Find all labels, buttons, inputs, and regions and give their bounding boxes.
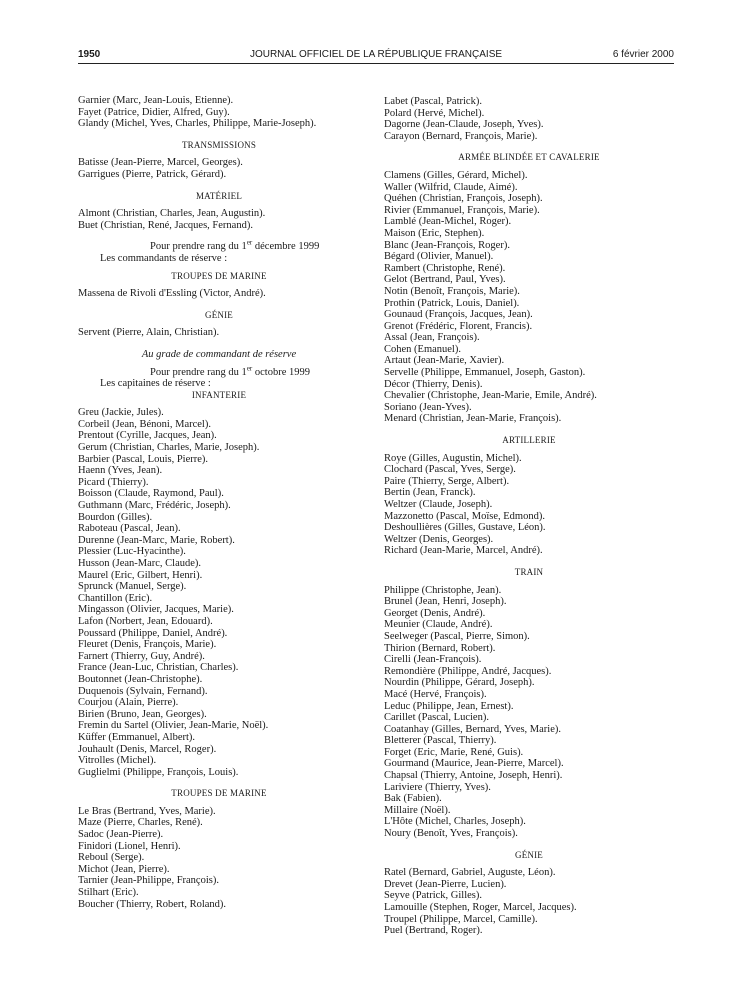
name-entry: Batisse (Jean-Pierre, Marcel, Georges). — [78, 157, 243, 169]
name-entry: Picard (Thierry). — [78, 476, 149, 488]
name-entry: Bertin (Jean, Franck). — [384, 487, 476, 499]
name-entry: Cirelli (Jean-François). — [384, 654, 482, 666]
rank-group-line: Les commandants de réserve : — [100, 252, 228, 264]
name-entry: Rivier (Emmanuel, François, Marie). — [384, 204, 540, 216]
name-entry: Notin (Benoît, François, Marie). — [384, 285, 520, 297]
name-entry: Fremin du Sartel (Olivier, Jean-Marie, Noël). — [78, 720, 269, 732]
page-number: 1950 — [78, 49, 101, 60]
section-heading: GÉNIE — [515, 849, 543, 860]
name-entry: Clamens (Gilles, Gérard, Michel). — [384, 169, 528, 181]
right-column — [384, 96, 674, 937]
name-entry: Cohen (Emanuel). — [384, 343, 461, 355]
name-entry: Corbeil (Jean, Bénoni, Marcel). — [78, 418, 211, 430]
name-entry: Labet (Pascal, Patrick). — [384, 96, 482, 107]
name-entry: Barbier (Pascal, Louis, Pierre). — [78, 453, 209, 465]
name-entry: Nourdin (Philippe, Gérard, Joseph). — [384, 677, 535, 689]
name-entry: Artaut (Jean-Marie, Xavier). — [384, 355, 505, 367]
name-entry: Servelle (Philippe, Emmanuel, Joseph, Gaston). — [384, 367, 586, 379]
name-entry: Lamouille (Stephen, Roger, Marcel, Jacques). — [384, 902, 577, 913]
name-entry: Chevalier (Christophe, Jean-Marie, Emile, André). — [384, 390, 597, 402]
name-entry: Gerum (Christian, Charles, Marie, Joseph). — [78, 442, 260, 454]
name-list — [78, 95, 360, 130]
name-entry: Plessier (Luc-Hyacinthe). — [78, 546, 186, 558]
name-entry: Garrigues (Pierre, Patrick, Gérard). — [78, 168, 227, 180]
name-entry: Prentout (Cyrille, Jacques, Jean). — [78, 430, 217, 442]
section-heading: ARMÉE BLINDÉE ET CAVALERIE — [458, 152, 600, 163]
name-entry: Gelot (Bertrand, Paul, Yves). — [384, 274, 506, 286]
name-entry: Décor (Thierry, Denis). — [384, 378, 483, 390]
section-heading: TRANSMISSIONS — [181, 139, 257, 150]
name-entry: Guglielmi (Philippe, François, Louis). — [78, 766, 239, 778]
name-entry: Duquenois (Sylvain, Fernand). — [78, 685, 208, 697]
name-entry: Farnert (Thierry, Guy, André). — [78, 650, 205, 662]
name-entry: Maurel (Eric, Gilbert, Henri). — [78, 569, 203, 581]
name-entry: Philippe (Christophe, Jean). — [384, 584, 502, 596]
name-list — [78, 407, 360, 778]
name-entry: Rambert (Christophe, René). — [384, 262, 506, 274]
section-heading: INFANTERIE — [191, 389, 247, 400]
name-list — [384, 867, 674, 937]
section-heading: GÉNIE — [205, 309, 233, 320]
name-entry: Weltzer (Denis, Georges). — [384, 533, 494, 545]
rank-group-line: Les capitaines de réserve : — [100, 378, 211, 390]
name-entry: Bégard (Olivier, Manuel). — [384, 251, 494, 263]
name-entry: Forget (Eric, Marie, René, Guis). — [384, 746, 524, 758]
journal-title: JOURNAL OFFICIEL DE LA RÉPUBLIQUE FRANÇAISE — [249, 49, 503, 60]
name-entry: Birien (Bruno, Jean, Georges). — [78, 708, 207, 720]
name-entry: Bak (Fabien). — [384, 793, 442, 805]
name-entry: Assal (Jean, François). — [384, 332, 480, 344]
name-entry: Sadoc (Jean-Pierre). — [78, 829, 164, 841]
name-entry: Servent (Pierre, Alain, Christian). — [78, 327, 220, 339]
name-entry: Le Bras (Bertrand, Yves, Marie). — [78, 805, 216, 817]
name-entry: Puel (Bertrand, Roger). — [384, 925, 483, 937]
grade-line: Au grade de commandant de réserve — [141, 348, 297, 360]
rank-date-line: Pour prendre rang du 1er octobre 1999 — [150, 364, 311, 378]
name-entry: Finidori (Lionel, Henri). — [78, 840, 181, 852]
name-entry: Meunier (Claude, André). — [384, 619, 493, 631]
name-entry: Guthmann (Marc, Frédéric, Joseph). — [78, 500, 231, 512]
name-entry: Reboul (Serge). — [78, 852, 145, 864]
name-entry: Gounaud (François, Jacques, Jean). — [384, 309, 533, 321]
name-entry: Buet (Christian, René, Jacques, Fernand). — [78, 219, 253, 231]
name-entry: Tarnier (Jean-Philippe, François). — [78, 875, 219, 887]
name-entry: Courjou (Alain, Pierre). — [78, 697, 179, 709]
name-entry: Clochard (Pascal, Yves, Serge). — [384, 464, 516, 476]
name-entry: Blanc (Jean-François, Roger). — [384, 239, 510, 251]
name-entry: Massena de Rivoli d'Essling (Victor, André). — [78, 288, 266, 300]
name-entry: Haenn (Yves, Jean). — [78, 465, 163, 477]
name-entry: Grenot (Frédéric, Florent, Francis). — [384, 320, 533, 332]
name-entry: Weltzer (Claude, Joseph). — [384, 499, 493, 510]
name-entry: Lafon (Norbert, Jean, Edouard). — [78, 615, 213, 627]
name-entry: Prothin (Patrick, Louis, Daniel). — [384, 297, 520, 309]
name-entry: Durenne (Jean-Marc, Marie, Robert). — [78, 534, 235, 546]
name-list — [78, 288, 360, 300]
section-heading: TROUPES DE MARINE — [171, 270, 267, 281]
name-entry: Chapsal (Thierry, Antoine, Joseph, Henri). — [384, 770, 563, 782]
name-entry: Glandy (Michel, Yves, Charles, Philippe, Marie-Joseph). — [78, 118, 317, 130]
name-entry: Küffer (Emmanuel, Albert). — [78, 731, 196, 743]
name-list — [78, 327, 360, 339]
name-entry: Seelweger (Pascal, Pierre, Simon). — [384, 630, 530, 642]
name-entry: Almont (Christian, Charles, Jean, Augustin). — [78, 208, 266, 220]
name-entry: Ratel (Bernard, Gabriel, Auguste, Léon). — [384, 867, 556, 879]
name-entry: Thirion (Bernard, Robert). — [384, 642, 496, 654]
name-entry: Mingasson (Olivier, Jacques, Marie). — [78, 604, 234, 616]
name-entry: Noury (Benoît, Yves, François). — [384, 828, 518, 840]
name-entry: Carillet (Pascal, Lucien). — [384, 712, 489, 724]
name-list — [384, 585, 674, 840]
name-entry: Carayon (Bernard, François, Marie). — [384, 130, 538, 142]
name-entry: L'Hôte (Michel, Charles, Joseph). — [384, 816, 526, 828]
name-entry: Stilhart (Eric). — [78, 887, 139, 899]
name-entry: Drevet (Jean-Pierre, Lucien). — [384, 878, 507, 890]
name-entry: Remondière (Philippe, André, Jacques). — [384, 665, 552, 677]
name-entry: Richard (Jean-Marie, Marcel, André). — [384, 545, 543, 557]
name-entry: Boisson (Claude, Raymond, Paul). — [78, 488, 224, 500]
name-list — [78, 157, 360, 180]
rank-date-line: Pour prendre rang du 1er décembre 1999 — [150, 238, 320, 253]
name-entry: Greu (Jackie, Jules). — [78, 407, 164, 419]
name-entry: Boucher (Thierry, Robert, Roland). — [78, 898, 227, 910]
name-entry: Jouhault (Denis, Marcel, Roger). — [78, 743, 217, 755]
name-entry: Maze (Pierre, Charles, René). — [78, 817, 203, 829]
page-header — [78, 49, 674, 63]
name-entry: Millaire (Noël). — [384, 804, 451, 816]
name-entry: Michot (Jean, Pierre). — [78, 863, 170, 875]
name-entry: Polard (Hervé, Michel). — [384, 107, 485, 119]
name-entry: Paire (Thierry, Serge, Albert). — [384, 475, 510, 487]
name-entry: Raboteau (Pascal, Jean). — [78, 523, 181, 535]
name-entry: Menard (Christian, Jean-Marie, François). — [384, 413, 562, 425]
name-entry: Soriano (Jean-Yves). — [384, 401, 472, 413]
name-entry: Mazzonetto (Pascal, Moïse, Edmond). — [384, 510, 545, 522]
name-entry: Coatanhay (Gilles, Bernard, Yves, Marie). — [384, 723, 562, 735]
name-list — [384, 96, 674, 142]
name-entry: Chantillon (Eric). — [78, 592, 153, 604]
name-entry: Brunel (Jean, Henri, Joseph). — [384, 596, 507, 608]
name-entry: Lamblé (Jean-Michel, Roger). — [384, 216, 512, 228]
name-entry: Fayet (Patrice, Didier, Alfred, Guy). — [78, 106, 230, 118]
issue-date: 6 février 2000 — [612, 49, 674, 60]
name-entry: Georget (Denis, André). — [384, 607, 486, 619]
name-entry: Leduc (Philippe, Jean, Ernest). — [384, 700, 514, 712]
name-entry: Sprunck (Manuel, Serge). — [78, 581, 187, 593]
name-entry: Garnier (Marc, Jean-Louis, Etienne). — [78, 95, 234, 106]
section-heading: TROUPES DE MARINE — [171, 788, 267, 799]
left-column — [78, 95, 360, 910]
name-entry: Macé (Hervé, François). — [384, 688, 487, 700]
name-entry: France (Jean-Luc, Christian, Charles). — [78, 662, 239, 674]
section-heading: ARTILLERIE — [502, 435, 556, 446]
name-entry: Waller (Wilfrid, Claude, Aimé). — [384, 181, 518, 193]
name-entry: Lariviere (Thierry, Yves). — [384, 781, 491, 793]
name-entry: Poussard (Philippe, Daniel, André). — [78, 627, 228, 639]
name-list — [78, 806, 360, 910]
name-entry: Vitrolles (Michel). — [78, 755, 157, 767]
name-entry: Roye (Gilles, Augustin, Michel). — [384, 452, 522, 464]
section-heading: MATÉRIEL — [195, 190, 243, 201]
name-entry: Boutonnet (Jean-Christophe). — [78, 673, 203, 685]
header-rule — [78, 63, 674, 64]
name-entry: Troupel (Philippe, Marcel, Camille). — [384, 913, 538, 925]
section-heading: TRAIN — [514, 566, 544, 577]
name-entry: Husson (Jean-Marc, Claude). — [78, 558, 202, 569]
name-entry: Bourdon (Gilles). — [78, 511, 153, 523]
name-entry: Bletterer (Pascal, Thierry). — [384, 735, 497, 747]
name-entry: Maison (Eric, Stephen). — [384, 227, 485, 239]
name-entry: Gourmand (Maurice, Jean-Pierre, Marcel). — [384, 758, 564, 770]
name-list — [78, 208, 360, 231]
name-list — [384, 453, 674, 557]
name-entry: Deshoullières (Gilles, Gustave, Léon). — [384, 522, 546, 534]
name-entry: Quéhen (Christian, François, Joseph). — [384, 193, 543, 205]
name-entry: Fleuret (Denis, François, Marie). — [78, 639, 217, 651]
name-list — [384, 170, 674, 425]
name-entry: Dagorne (Jean-Claude, Joseph, Yves). — [384, 119, 544, 131]
name-entry: Seyve (Patrick, Gilles). — [384, 890, 482, 902]
